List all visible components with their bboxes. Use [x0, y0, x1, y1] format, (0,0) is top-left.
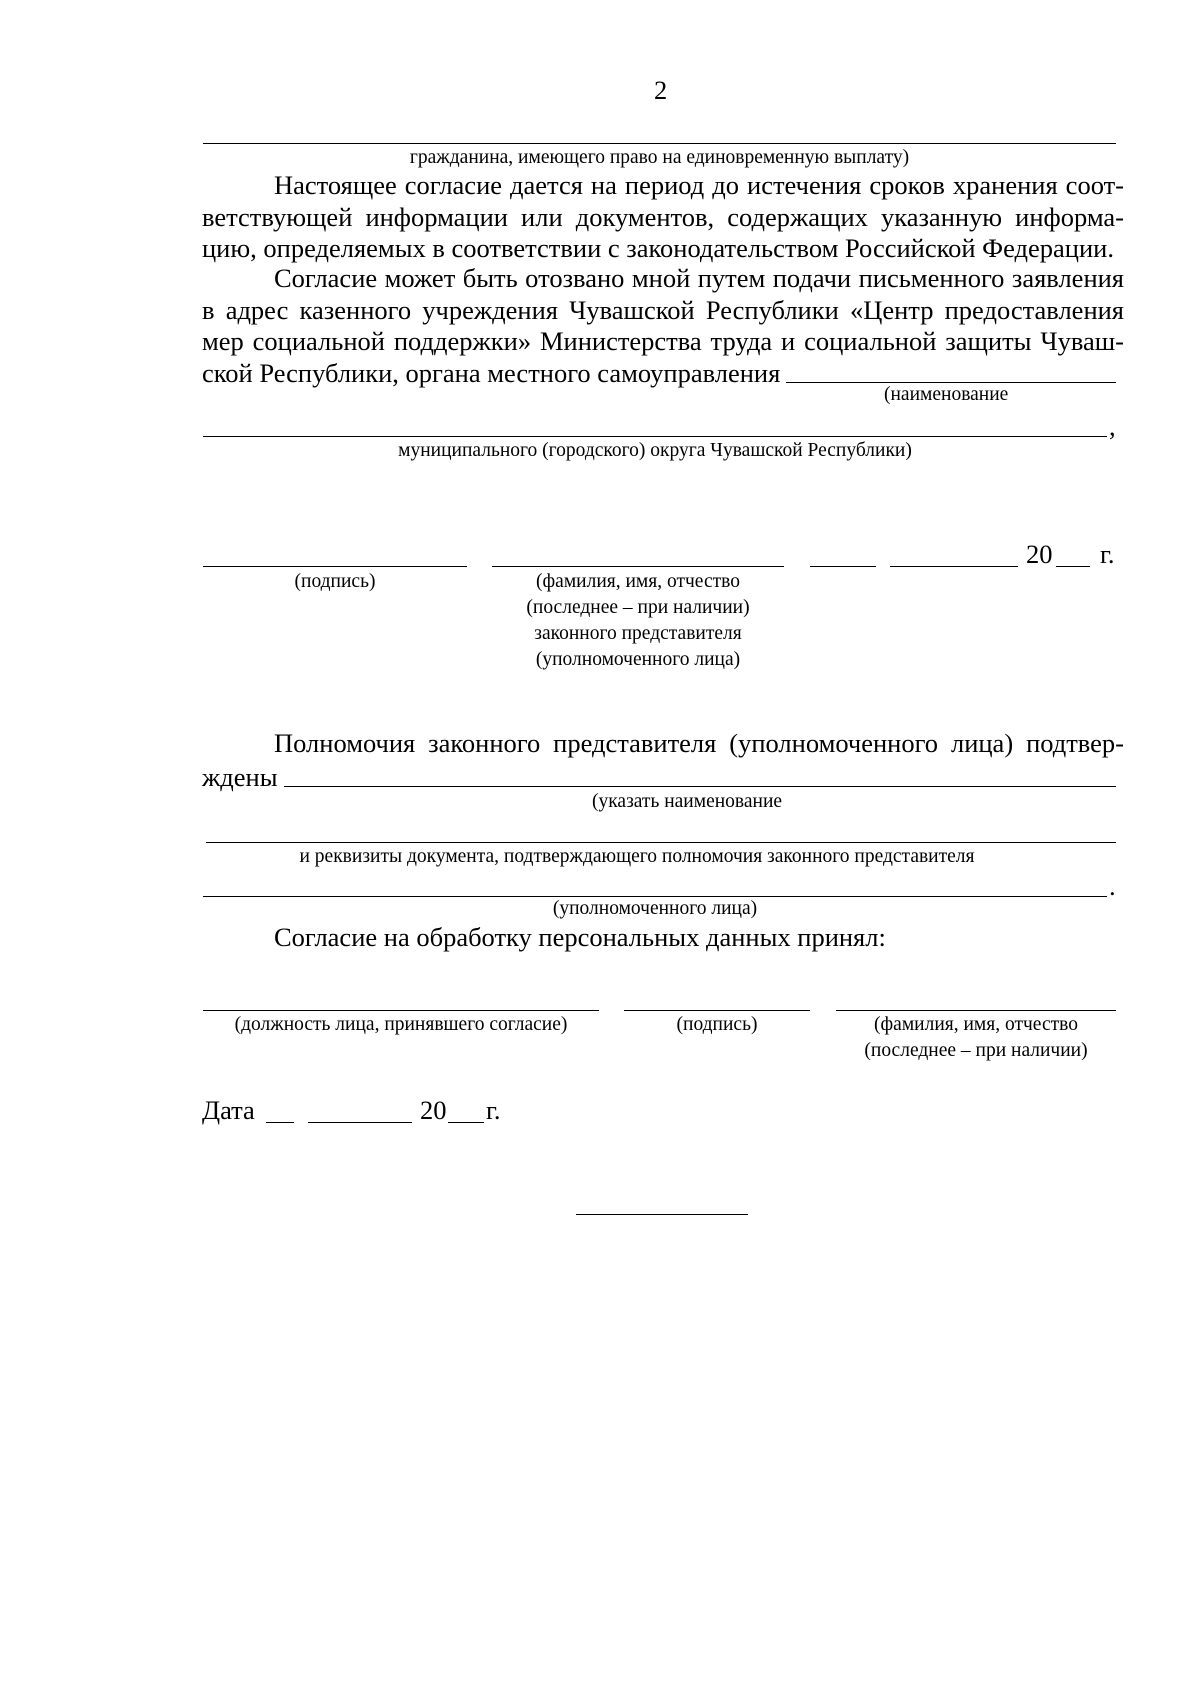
date-day-line[interactable]	[266, 1122, 294, 1123]
date-month-line[interactable]	[308, 1122, 412, 1123]
paragraph-authority	[202, 728, 1124, 760]
caption-naimenovanie: (наименование	[884, 384, 1009, 405]
year-line[interactable]	[1056, 566, 1090, 567]
year-prefix: 20	[1026, 539, 1053, 569]
month-line[interactable]	[890, 566, 1018, 567]
fio-line[interactable]	[492, 566, 784, 567]
date-year-suffix: г.	[486, 1095, 501, 1125]
caption-okrug: муниципального (городского) округа Чувашской Республики)	[398, 440, 912, 461]
caption-fio-line2: (последнее – при наличии)	[526, 597, 750, 618]
paragraph-line: ской Республики, органа местного самоуправления	[202, 357, 781, 388]
acceptor-fio-line[interactable]	[836, 1010, 1116, 1011]
authority-confirmed-label: ждены	[202, 762, 278, 792]
caption-fio-line4: (уполномоченного лица)	[535, 649, 741, 670]
caption-authorized: (уполномоченного лица)	[552, 898, 758, 919]
paragraph-line: цию, определяемых в соответствии с законодательством Российской Федерации.	[202, 233, 1114, 263]
year-suffix: г.	[1100, 539, 1115, 569]
paragraph-line: в адрес казенного учреждения Чувашской Республики «Центр предоставления	[202, 294, 1124, 325]
paragraph-line: ветствующей информации или документов, содержащих указанную информа-	[202, 201, 1124, 232]
paragraph-consent-period	[202, 170, 1124, 265]
page-number: 2	[654, 75, 668, 105]
paragraph-line: Настоящее согласие дается на период до истечения сроков хранения соот-	[274, 170, 1124, 200]
underline-citizen-name[interactable]	[203, 143, 1116, 144]
closing-rule	[576, 1214, 748, 1215]
position-line[interactable]	[203, 1010, 599, 1011]
caption-acceptor-fio-line2: (последнее – при наличии)	[864, 1040, 1088, 1061]
caption-citizen: гражданина, имеющего право на единовременную выплату)	[409, 147, 910, 168]
comma: ,	[1109, 411, 1116, 441]
caption-fio-line1: (фамилия, имя, отчество	[536, 571, 740, 592]
underline-document-name[interactable]	[284, 786, 1116, 787]
caption-requisites: и реквизиты документа, подтверждающего полномочия законного представителя	[299, 846, 975, 867]
acceptor-signature-line[interactable]	[624, 1010, 810, 1011]
underline-document-requisites[interactable]	[206, 842, 1116, 843]
underline-district-name[interactable]	[203, 436, 1107, 437]
date-year-line[interactable]	[448, 1122, 484, 1123]
paragraph-line: мер социальной поддержки» Министерства труда и социальной защиты Чуваш-	[202, 326, 1124, 356]
consent-accepted-heading: Согласие на обработку персональных данных принял:	[274, 922, 886, 952]
paragraph-line: Полномочия законного представителя (уполномоченного лица) подтвер-	[274, 728, 1124, 758]
date-year-prefix: 20	[420, 1095, 447, 1125]
underline-representative[interactable]	[203, 896, 1107, 897]
caption-position: (должность лица, принявшего согласие)	[234, 1014, 568, 1035]
paragraph-withdrawal	[202, 263, 1124, 389]
signature-line[interactable]	[203, 566, 467, 567]
period: .	[1109, 871, 1116, 901]
caption-acceptor-fio-line1: (фамилия, имя, отчество	[874, 1014, 1078, 1035]
caption-signature: (подпись)	[294, 571, 376, 592]
paragraph-line: Согласие может быть отозвано мной путем подачи письменного заявления	[274, 263, 1124, 293]
caption-fio-line3: законного представителя	[534, 623, 742, 644]
caption-specify: (указать наименование	[592, 791, 783, 812]
day-line[interactable]	[810, 566, 876, 567]
date-label: Дата	[202, 1095, 255, 1125]
caption-acceptor-signature: (подпись)	[676, 1014, 758, 1035]
underline-authority-name[interactable]	[786, 382, 1116, 383]
